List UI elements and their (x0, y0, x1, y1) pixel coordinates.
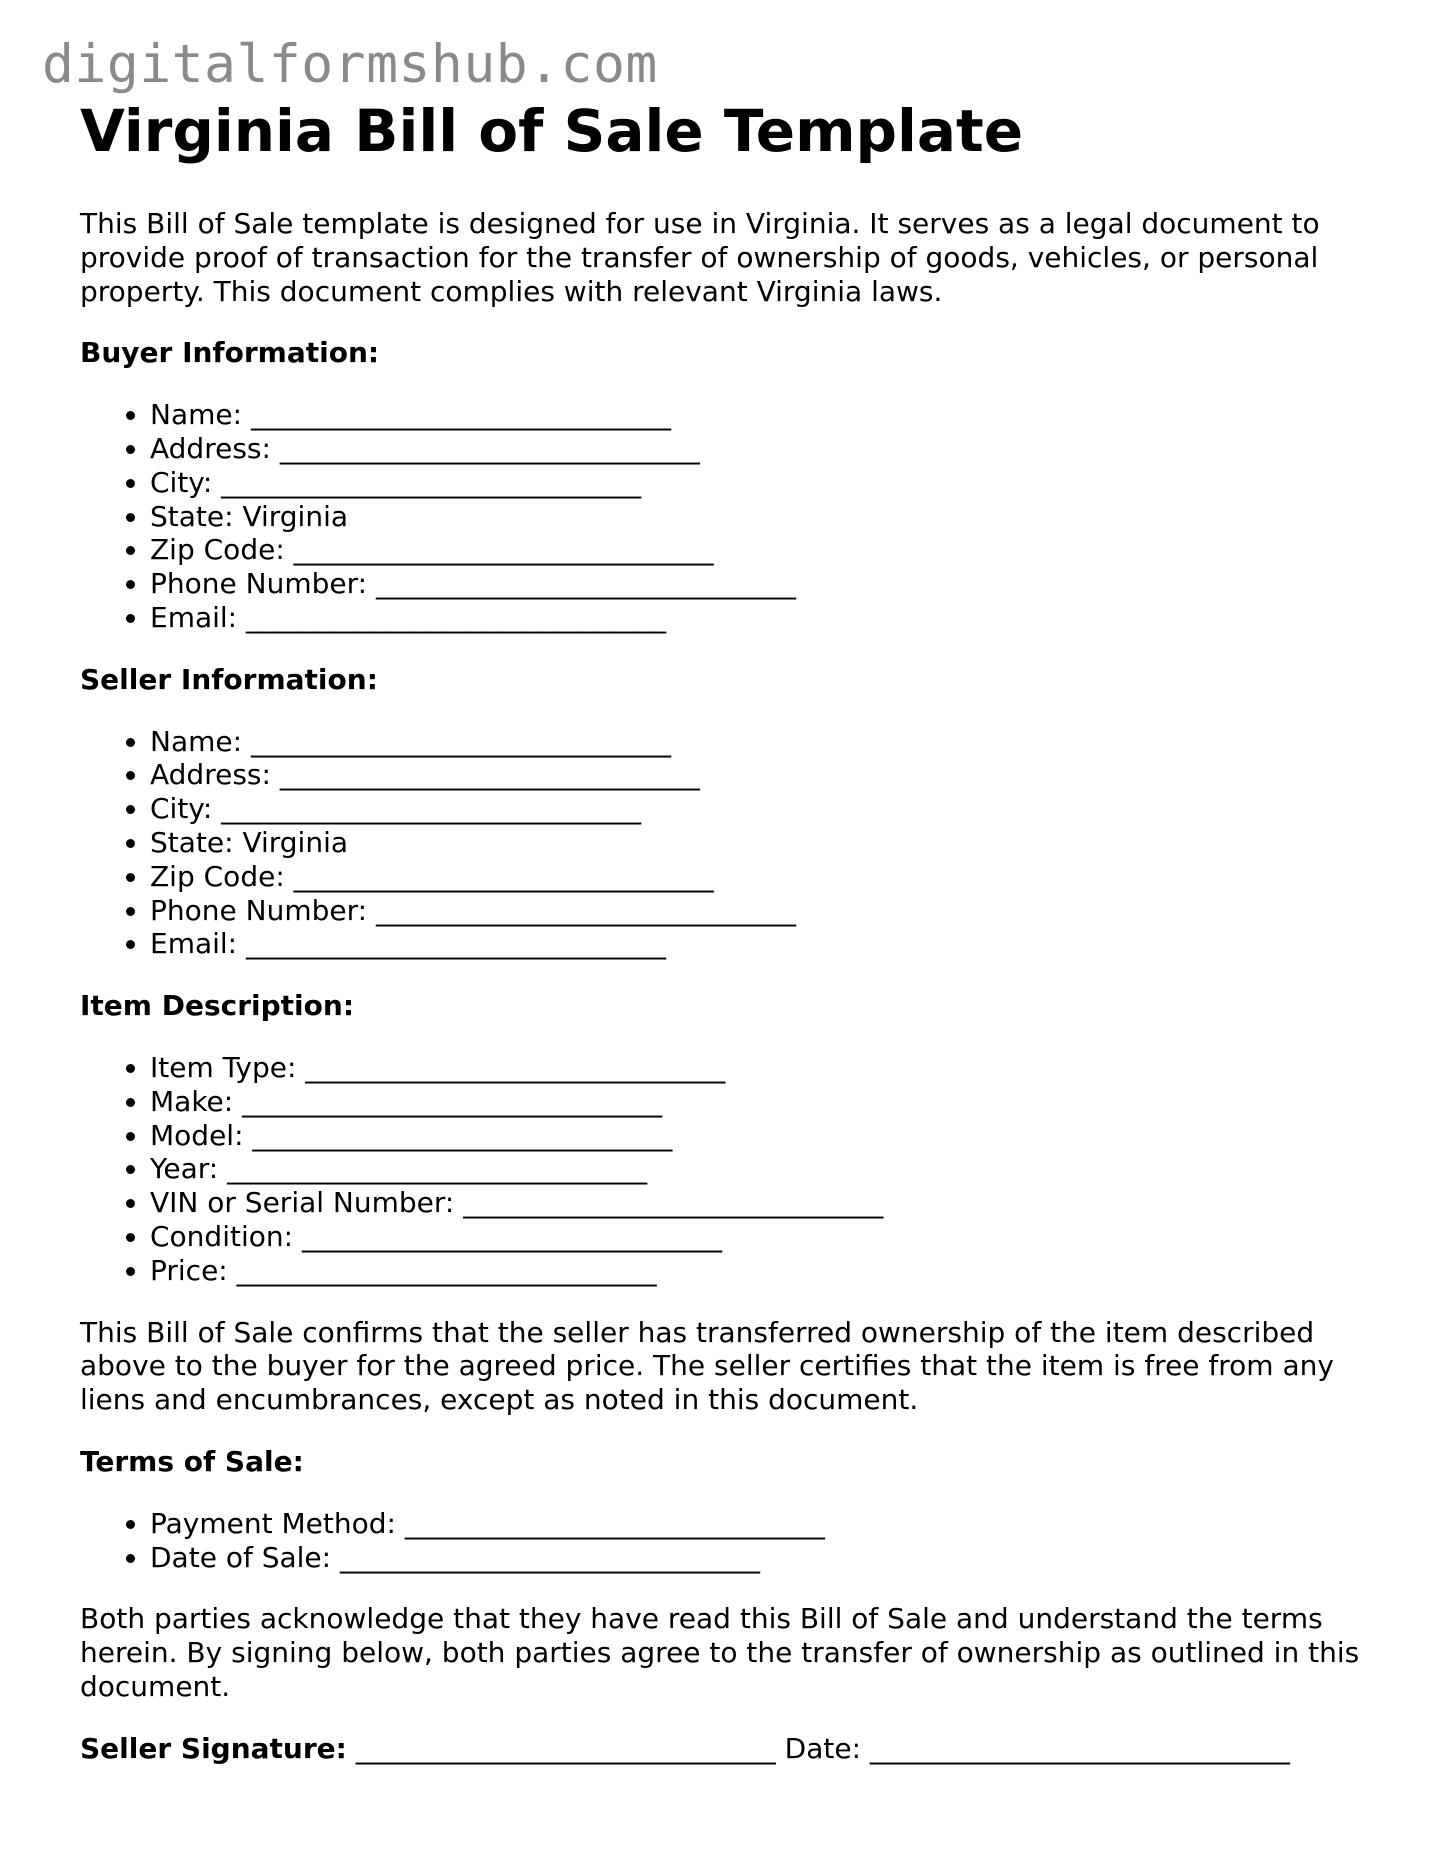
terms-heading: Terms of Sale: (80, 1444, 304, 1478)
seller-zip-field: • Zip Code: ______________________________ (150, 860, 1380, 894)
page-title: Virginia Bill of Sale Template (80, 97, 1024, 165)
watermark-text: digitalformshub.com (42, 34, 658, 95)
buyer-heading: Buyer Information: (80, 336, 380, 370)
buyer-name-field: • Name: ______________________________ (150, 398, 1380, 432)
acknowledgement-paragraph: Both parties acknowledge that they have read this Bill of Sale and understand the terms herein. By signing below, both parties agree to the transfer of ownership as outlined in this document. (80, 1602, 1360, 1703)
buyer-city-field: • City: ______________________________ (150, 466, 1380, 500)
seller-fields-list (80, 725, 1380, 962)
item-condition-field: • Condition: ______________________________ (150, 1220, 1380, 1254)
confirmation-paragraph: This Bill of Sale confirms that the seller has transferred ownership of the item described above to the buyer for the agreed price. The seller certifies that the item is free from any liens and encumbrances, except as noted in this document. (80, 1315, 1334, 1417)
item-make-field: • Make: ______________________________ (150, 1085, 1380, 1119)
buyer-state-field: • State: Virginia (150, 500, 1380, 534)
seller-signature-date-blanks: ______________________________ Date: ______________________________ (346, 1731, 1290, 1765)
seller-address-field: • Address: ______________________________ (150, 758, 1380, 792)
item-model-field: • Model: ______________________________ (150, 1119, 1380, 1153)
seller-email-field: • Email: ______________________________ (150, 927, 1380, 961)
document-body (80, 207, 1380, 1765)
buyer-fields-list (80, 398, 1380, 635)
item-heading: Item Description: (80, 989, 355, 1023)
buyer-zip-field: • Zip Code: ______________________________ (150, 533, 1380, 567)
payment-method-field: • Payment Method: ______________________________ (150, 1507, 1380, 1541)
item-fields-list (80, 1051, 1380, 1288)
terms-fields-list (80, 1507, 1380, 1575)
seller-heading: Seller Information: (80, 662, 378, 696)
seller-city-field: • City: ______________________________ (150, 792, 1380, 826)
item-year-field: • Year: ______________________________ (150, 1152, 1380, 1186)
item-price-field: • Price: ______________________________ (150, 1254, 1380, 1288)
seller-signature-line (80, 1732, 1380, 1766)
buyer-address-field: • Address: ______________________________ (150, 432, 1380, 466)
seller-phone-field: • Phone Number: ______________________________ (150, 894, 1380, 928)
date-of-sale-field: • Date of Sale: ______________________________ (150, 1541, 1380, 1575)
buyer-phone-field: • Phone Number: ______________________________ (150, 567, 1380, 601)
seller-state-field: • State: Virginia (150, 826, 1380, 860)
seller-signature-label: Seller Signature: (80, 1731, 347, 1765)
item-vin-field: • VIN or Serial Number: ______________________________ (150, 1186, 1380, 1220)
item-type-field: • Item Type: ______________________________ (150, 1051, 1380, 1085)
buyer-email-field: • Email: ______________________________ (150, 601, 1380, 635)
seller-name-field: • Name: ______________________________ (150, 725, 1380, 759)
intro-paragraph: This Bill of Sale template is designed for use in Virginia. It serves as a legal document to provide proof of transaction for the transfer of ownership of goods, vehicles, or personal property. This document complies with relevant Virginia laws. (80, 207, 1320, 308)
